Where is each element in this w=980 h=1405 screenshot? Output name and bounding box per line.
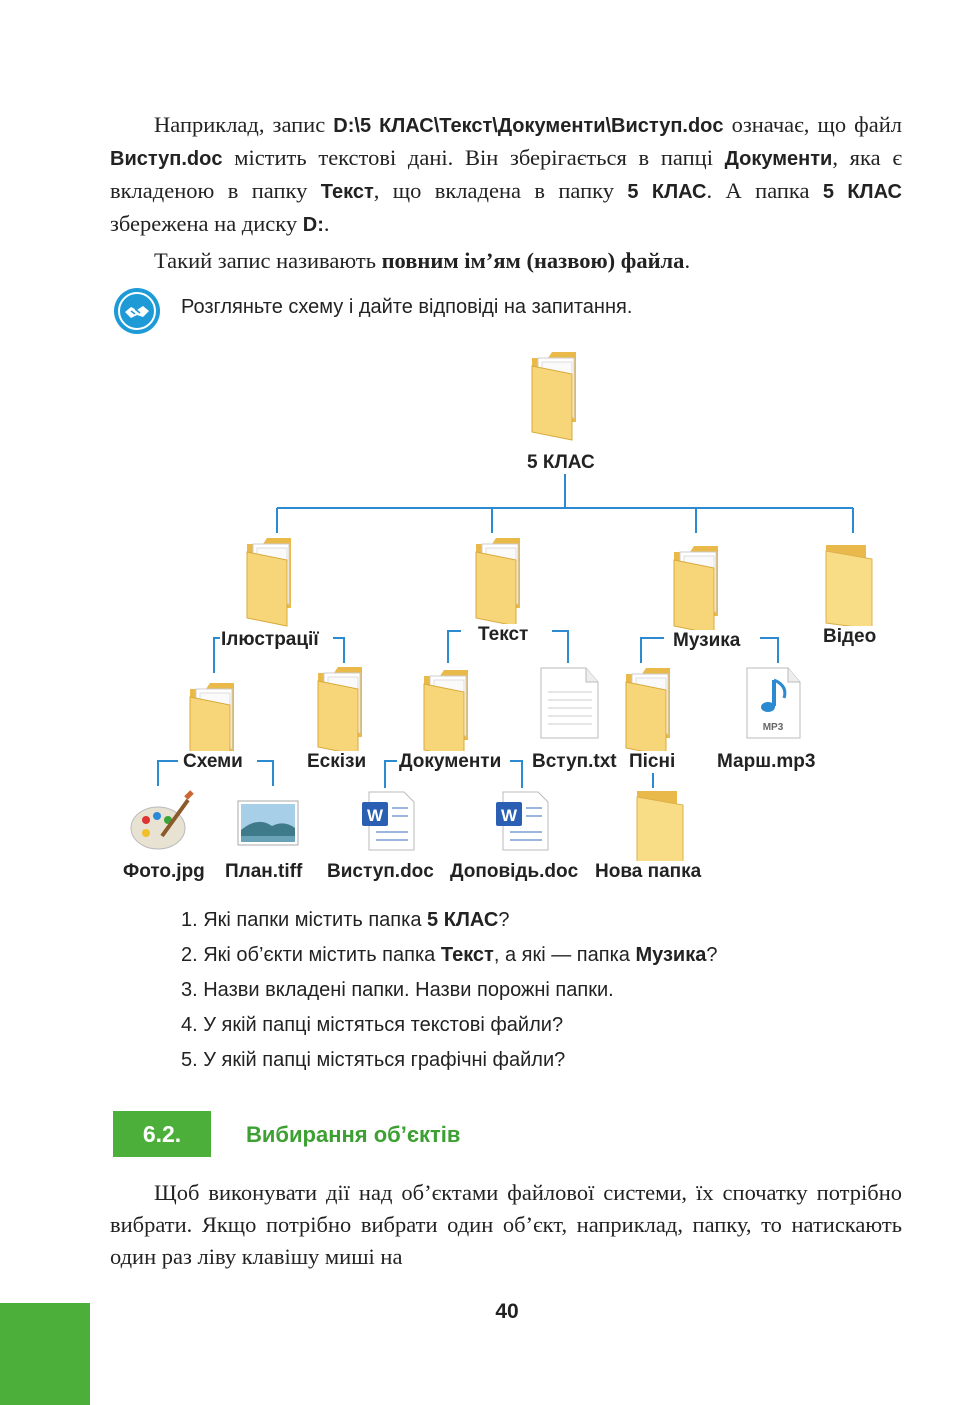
text-run: , що вкладена в папку (373, 178, 628, 203)
folder-illustrations-icon[interactable] (247, 538, 291, 626)
folder-text-icon[interactable] (476, 538, 520, 626)
label-video: Відео (823, 626, 877, 647)
label-text: Текст (478, 624, 529, 645)
path-example: D:\5 КЛАС\Текст\Документи\Виступ.doc (333, 115, 724, 137)
folder-5klas-icon[interactable] (532, 352, 576, 440)
image-file-tiff-icon[interactable] (238, 801, 298, 845)
folder-sketches-icon[interactable] (318, 667, 362, 755)
text-run: збережена на диску (110, 211, 303, 236)
task-instruction: Розгляньте схему і дайте відповіді на запитання. (181, 296, 633, 318)
folder-name: Документи (724, 148, 833, 170)
text-run: . А папка (706, 178, 823, 203)
definition-paragraph (110, 245, 902, 277)
question-list (181, 903, 717, 1078)
label-documents: Документи (399, 751, 502, 772)
question-item: 2. Які об’єкти містить папка Текст, а які — папка Музика? (181, 944, 718, 966)
txt-file-icon[interactable] (541, 668, 598, 738)
tree-connectors (0, 340, 980, 900)
section-number: 6.2. (113, 1111, 211, 1157)
folder-video-icon[interactable] (826, 545, 872, 629)
page-number: 40 (495, 1300, 519, 1323)
question-item: 3. Назви вкладені папки. Назви порожні папки. (181, 979, 614, 1001)
page-edge-tab (0, 1303, 90, 1405)
folder-songs-icon[interactable] (626, 668, 670, 756)
folder-music-icon[interactable] (674, 546, 718, 634)
label-schemes: Схеми (183, 751, 243, 772)
folder-tree-diagram (0, 340, 980, 900)
question-item: 4. У якій папці містяться текстові файли? (181, 1014, 564, 1036)
text-run: містить текстові дані. Він зберігається в папці (222, 145, 725, 170)
label-plan-tiff: План.tiff (225, 861, 303, 882)
question-item: 5. У якій папці містяться графічні файли? (181, 1049, 566, 1071)
label-vstup-txt: Вступ.txt (532, 751, 617, 772)
folder-name: 5 КЛАС (822, 181, 902, 203)
body-text: Щоб виконувати дії над об’єктами файлової системи, їх спочатку потрібно вибрати. Якщо потрібно вибрати один об’єкт, наприклад, папку, то натискають один раз ліву клавішу миші на (110, 1180, 902, 1269)
folder-name: 5 КЛАС (627, 181, 707, 203)
text-run: Такий запис називають (154, 248, 382, 273)
term: повним ім’ям (назвою) файла (381, 248, 685, 273)
word-file-vystup-icon[interactable] (362, 792, 414, 850)
image-file-jpg-icon[interactable] (131, 792, 192, 849)
label-vystup-doc: Виступ.doc (327, 861, 434, 882)
label-foto-jpg: Фото.jpg (123, 861, 205, 882)
label-illustrations: Ілюстрації (221, 629, 319, 650)
section-title: Вибирання об’єктів (246, 1122, 461, 1147)
label-songs: Пісні (629, 751, 676, 772)
intro-paragraph (110, 109, 902, 241)
question-item: 1. Які папки містить папка 5 КЛАС? (181, 909, 510, 931)
label-music: Музика (673, 630, 741, 651)
text-run: . (323, 211, 330, 236)
folder-documents-icon[interactable] (424, 670, 468, 758)
text-run: . (684, 248, 691, 273)
text-run: , яка є вкладеною в папку (110, 145, 902, 203)
mp3-file-icon[interactable] (747, 668, 800, 738)
mp3-badge: MP3 (762, 722, 784, 733)
body-paragraph (110, 1177, 902, 1273)
label-marsh-mp3: Марш.mp3 (717, 751, 816, 772)
label-dopovid-doc: Доповідь.doc (450, 861, 579, 882)
label-root: 5 КЛАС (527, 452, 595, 473)
svg-text:W: W (500, 806, 518, 825)
folder-name: Текст (320, 181, 374, 203)
text-run: означає, що файл (723, 112, 902, 137)
label-new-folder: Нова папка (595, 861, 702, 882)
svg-text:W: W (366, 806, 384, 825)
text-run: Наприклад, запис (154, 112, 334, 137)
file-name: Виступ.doc (110, 148, 223, 170)
drive-name: D: (302, 214, 324, 236)
word-file-dopovid-icon[interactable] (496, 792, 548, 850)
label-sketches: Ескізи (307, 751, 367, 772)
handshake-icon (113, 287, 161, 335)
